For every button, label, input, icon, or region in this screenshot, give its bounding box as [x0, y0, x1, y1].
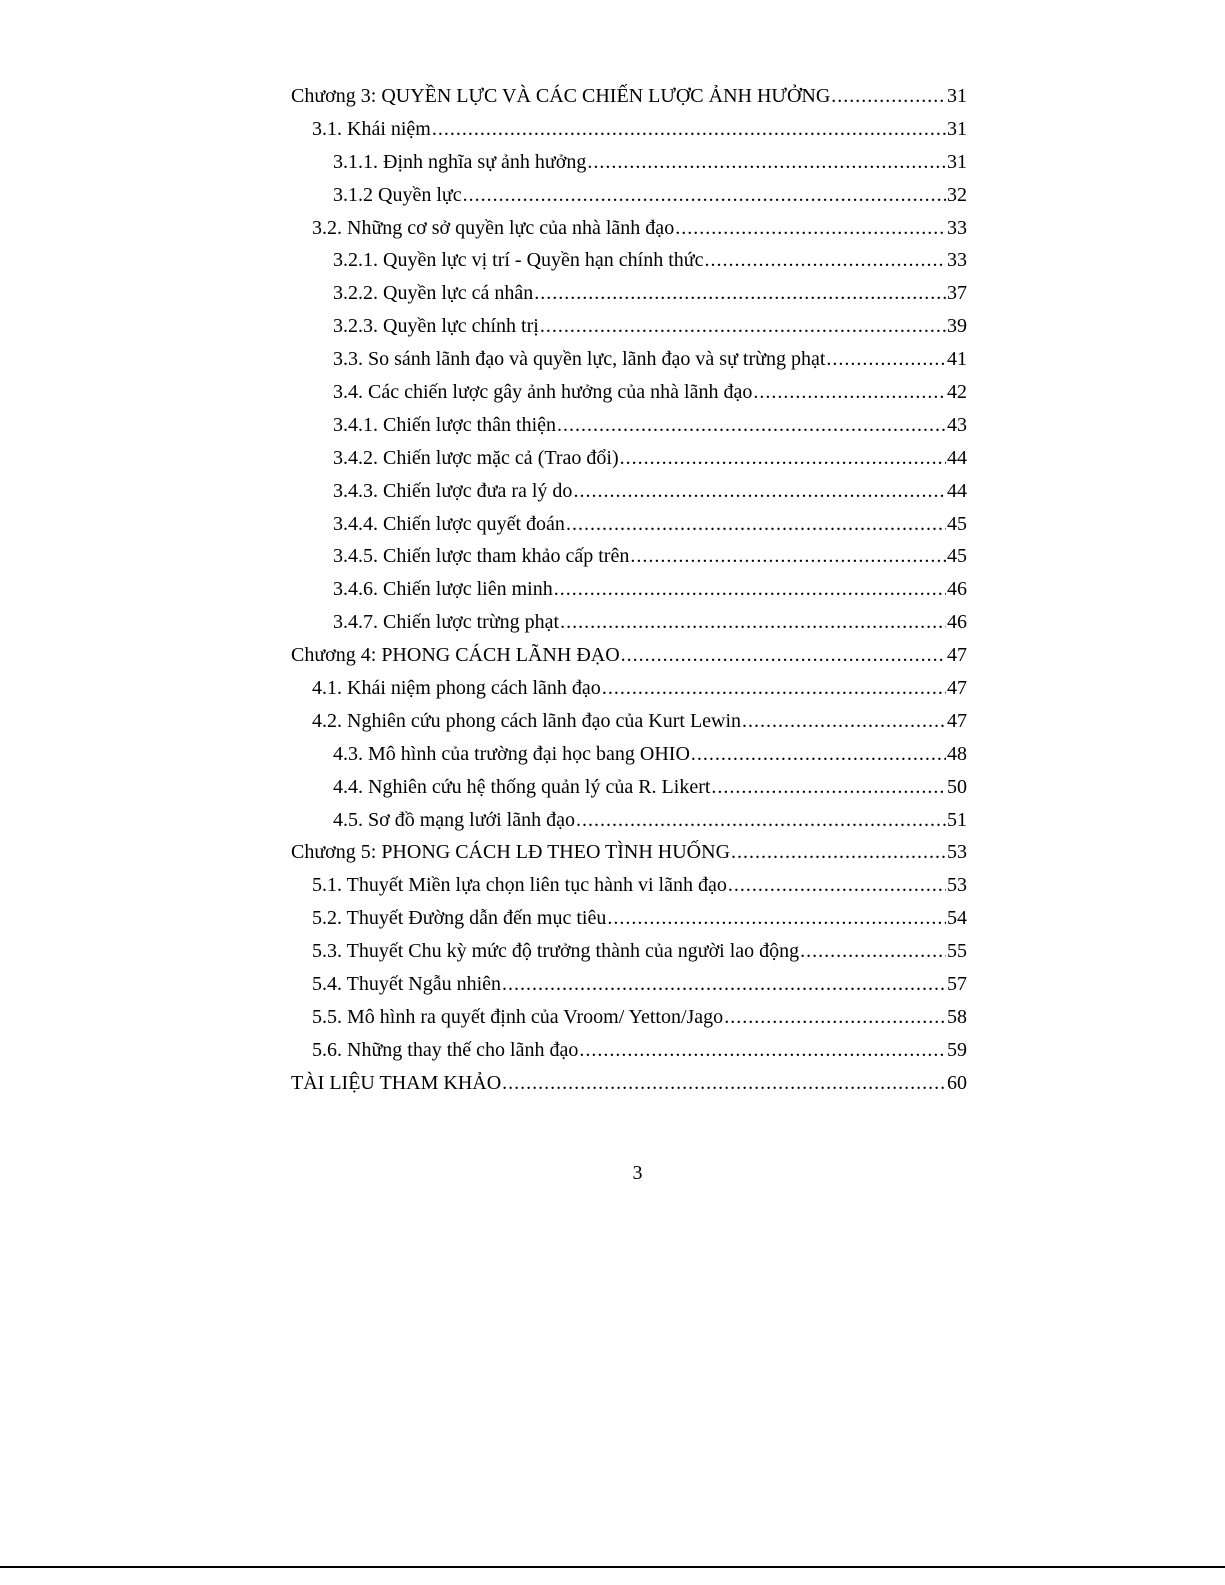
toc-entry-page: 47: [947, 677, 967, 700]
toc-entry-page: 54: [947, 907, 967, 930]
toc-entry-title: 5.1. Thuyết Miền lựa chọn liên tục hành vi lãnh đạo: [312, 874, 727, 897]
toc-dot-leader: [731, 836, 946, 869]
toc-dot-leader: [753, 376, 946, 409]
toc-entry[interactable]: [291, 310, 967, 343]
toc-dot-leader: [724, 1001, 946, 1034]
toc-entry-title: 3.4.1. Chiến lược thân thiện: [333, 413, 557, 436]
toc-entry-title: 3.4.2. Chiến lược mặc cả (Trao đổi): [333, 446, 619, 469]
toc-entry-title: 3.2.1. Quyền lực vị trí - Quyền hạn chính thức: [333, 249, 704, 272]
toc-entry[interactable]: [291, 146, 967, 179]
toc-dot-leader: [432, 113, 946, 146]
toc-entry[interactable]: [291, 409, 967, 442]
toc-entry-page: 60: [947, 1071, 967, 1094]
toc-entry-title: 3.4.3. Chiến lược đưa ra lý do: [333, 479, 573, 502]
toc-entry[interactable]: [291, 804, 967, 837]
toc-entry-page: 32: [947, 183, 967, 206]
toc-entry[interactable]: [291, 376, 967, 409]
toc-dot-leader: [602, 672, 946, 705]
toc-entry-title: 5.5. Mô hình ra quyết định của Vroom/ Yetton/Jago: [312, 1005, 724, 1028]
toc-dot-leader: [540, 310, 946, 343]
toc-entry-page: 44: [947, 479, 967, 502]
toc-entry-page: 55: [947, 940, 967, 963]
toc-entry-page: 51: [947, 808, 967, 831]
toc-entry-page: 57: [947, 973, 967, 996]
toc-entry-title: 3.4. Các chiến lược gây ảnh hưởng của nhà lãnh đạo: [333, 381, 753, 404]
toc-entry-title: 4.4. Nghiên cứu hệ thống quản lý của R. Likert: [333, 775, 711, 798]
toc-entry-title: 4.3. Mô hình của trường đại học bang OHIO: [333, 742, 690, 765]
toc-dot-leader: [800, 935, 946, 968]
toc-entry-title: 3.4.6. Chiến lược liên minh: [333, 578, 553, 601]
toc-dot-leader: [620, 442, 946, 475]
toc-entry[interactable]: [291, 179, 967, 212]
toc-entry-page: 45: [947, 512, 967, 535]
toc-entry-title: Chương 3: QUYỀN LỰC VÀ CÁC CHIẾN LƯỢC ẢNH HƯỞNG: [291, 85, 831, 107]
toc-dot-leader: [607, 902, 946, 935]
toc-entry[interactable]: [291, 80, 967, 113]
toc-entry-page: 33: [947, 216, 967, 239]
toc-entry-page: 47: [947, 644, 967, 667]
toc-entry[interactable]: [291, 442, 967, 475]
bottom-divider: [0, 1566, 1225, 1568]
toc-dot-leader: [557, 409, 946, 442]
toc-entry-title: 3.2. Những cơ sở quyền lực của nhà lãnh đạo: [312, 216, 675, 239]
toc-dot-leader: [579, 1034, 946, 1067]
toc-entry-page: 48: [947, 742, 967, 765]
toc-entry[interactable]: [291, 508, 967, 541]
toc-entry-page: 46: [947, 611, 967, 634]
toc-entry-title: 4.2. Nghiên cứu phong cách lãnh đạo của Kurt Lewin: [312, 709, 742, 732]
toc-entry-title: TÀI LIỆU THAM KHẢO: [291, 1071, 502, 1094]
toc-dot-leader: [742, 705, 946, 738]
toc-entry[interactable]: [291, 902, 967, 935]
toc-dot-leader: [502, 1067, 946, 1100]
toc-entry-page: 43: [947, 413, 967, 436]
toc-entry-title: 3.1.1. Định nghĩa sự ảnh hưởng: [333, 150, 587, 173]
toc-entry-title: Chương 5: PHONG CÁCH LĐ THEO TÌNH HUỐNG: [291, 841, 731, 864]
toc-entry-page: 45: [947, 545, 967, 568]
toc-entry-page: 33: [947, 249, 967, 272]
toc-dot-leader: [728, 869, 946, 902]
toc-dot-leader: [630, 540, 946, 573]
toc-entry-page: 58: [947, 1005, 967, 1028]
toc-entry[interactable]: [291, 113, 967, 146]
toc-dot-leader: [705, 244, 947, 277]
toc-dot-leader: [573, 475, 946, 508]
toc-entry-page: 37: [947, 282, 967, 305]
toc-entry-page: 41: [947, 348, 967, 371]
toc-entry-title: 5.6. Những thay thế cho lãnh đạo: [312, 1038, 579, 1061]
page-number: 3: [632, 1162, 643, 1184]
toc-entry[interactable]: [291, 869, 967, 902]
toc-entry-page: 39: [947, 315, 967, 338]
toc-entry[interactable]: [291, 277, 967, 310]
toc-dot-leader: [691, 738, 946, 771]
toc-entry[interactable]: [291, 573, 967, 606]
toc-dot-leader: [534, 277, 946, 310]
toc-entry[interactable]: [291, 1034, 967, 1067]
toc-entry-page: 53: [947, 841, 967, 864]
toc-entry[interactable]: [291, 705, 967, 738]
toc-dot-leader: [675, 212, 946, 245]
toc-dot-leader: [502, 968, 946, 1001]
toc-entry[interactable]: [291, 343, 967, 376]
toc-dot-leader: [826, 343, 946, 376]
toc-entry-title: 3.4.7. Chiến lược trừng phạt: [333, 611, 560, 634]
toc-entry-page: 46: [947, 578, 967, 601]
toc-entry[interactable]: [291, 1001, 967, 1034]
toc-entry[interactable]: [291, 968, 967, 1001]
toc-entry-title: 3.1. Khái niệm: [312, 117, 431, 140]
toc-entry[interactable]: [291, 836, 967, 869]
toc-entry-title: 3.2.2. Quyền lực cá nhân: [333, 282, 534, 305]
toc-dot-leader: [560, 606, 946, 639]
toc-dot-leader: [463, 179, 946, 212]
table-of-contents: [291, 80, 967, 1100]
toc-entry-title: Chương 4: PHONG CÁCH LÃNH ĐẠO: [291, 644, 620, 667]
toc-dot-leader: [711, 771, 946, 804]
toc-entry-page: 53: [947, 874, 967, 897]
toc-dot-leader: [831, 80, 946, 113]
toc-entry-page: 47: [947, 709, 967, 732]
toc-entry-page: 31: [947, 85, 967, 107]
toc-entry[interactable]: [291, 1067, 967, 1100]
toc-entry[interactable]: [291, 212, 967, 245]
toc-entry-title: 3.4.4. Chiến lược quyết đoán: [333, 512, 565, 535]
toc-entry[interactable]: [291, 244, 967, 277]
toc-entry[interactable]: [291, 738, 967, 771]
toc-entry-title: 3.2.3. Quyền lực chính trị: [333, 315, 539, 338]
toc-entry-title: 5.4. Thuyết Ngẫu nhiên: [312, 973, 502, 996]
toc-entry[interactable]: [291, 606, 967, 639]
toc-entry[interactable]: [291, 540, 967, 573]
toc-entry-page: 50: [947, 775, 967, 798]
toc-dot-leader: [554, 573, 946, 606]
toc-dot-leader: [621, 639, 946, 672]
toc-entry-title: 5.2. Thuyết Đường dẫn đến mục tiêu: [312, 907, 607, 930]
toc-entry[interactable]: [291, 935, 967, 968]
toc-entry-title: 3.1.2 Quyền lực: [333, 183, 462, 206]
toc-entry-title: 3.3. So sánh lãnh đạo và quyền lực, lãnh đạo và sự trừng phạt: [333, 348, 826, 371]
toc-entry[interactable]: [291, 672, 967, 705]
toc-entry[interactable]: [291, 639, 967, 672]
toc-entry-page: 42: [947, 381, 967, 404]
toc-entry-title: 3.4.5. Chiến lược tham khảo cấp trên: [333, 545, 630, 568]
toc-entry-title: 4.1. Khái niệm phong cách lãnh đạo: [312, 677, 601, 700]
toc-dot-leader: [566, 508, 946, 541]
toc-dot-leader: [576, 804, 946, 837]
toc-entry[interactable]: [291, 475, 967, 508]
toc-entry-title: 5.3. Thuyết Chu kỳ mức độ trưởng thành của người lao động: [312, 940, 800, 963]
toc-dot-leader: [587, 146, 946, 179]
toc-entry-page: 31: [947, 150, 967, 173]
toc-entry-page: 31: [947, 117, 967, 140]
toc-entry-page: 44: [947, 446, 967, 469]
toc-entry[interactable]: [291, 771, 967, 804]
toc-entry-page: 59: [947, 1038, 967, 1061]
toc-entry-title: 4.5. Sơ đồ mạng lưới lãnh đạo: [333, 808, 575, 831]
